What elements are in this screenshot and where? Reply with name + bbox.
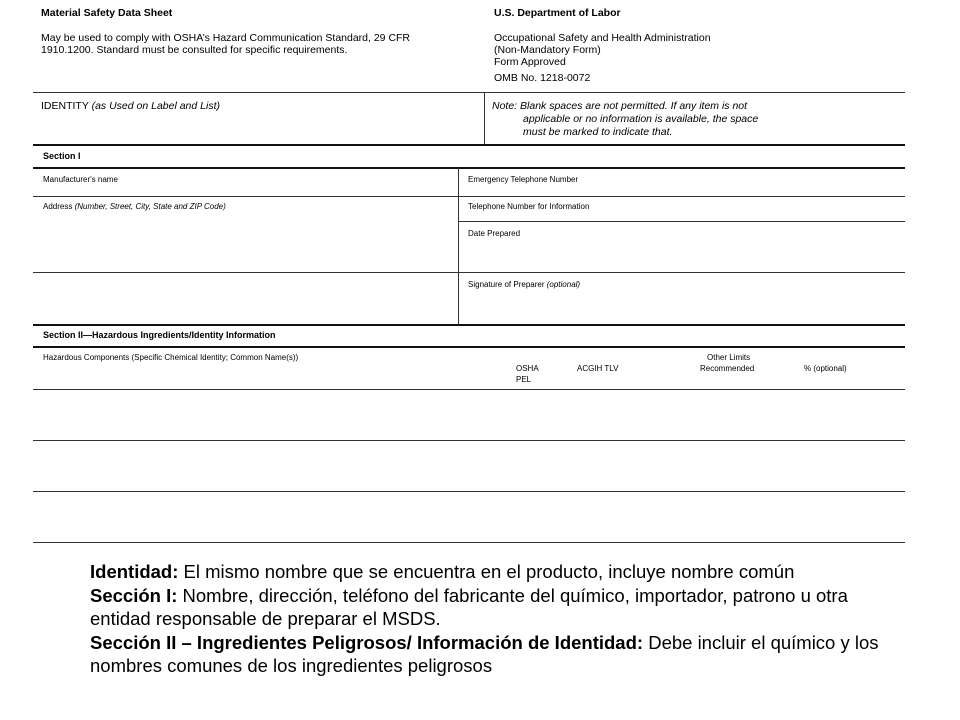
section1-title: Section I — [43, 151, 81, 161]
ingredient-row-divider-2 — [33, 440, 905, 441]
form-title: Material Safety Data Sheet — [41, 7, 173, 19]
date-prepared-field: Date Prepared — [468, 229, 521, 238]
hazardous-components-header: Hazardous Components (Specific Chemical Identity; Common Name(s)) — [43, 353, 299, 362]
divider-header — [33, 92, 905, 93]
manufacturer-name-field: Manufacturer's name — [43, 175, 118, 184]
section2-explanation — [90, 631, 910, 678]
explanation-text — [90, 560, 910, 678]
form-description-line1: May be used to comply with OSHA’s Hazard Communication Standard, 29 CFR — [41, 32, 411, 44]
divider-section1-top — [33, 144, 905, 146]
signature-note: (optional) — [546, 280, 581, 289]
divider-section2-header — [33, 346, 905, 348]
section1-explanation-text: Nombre, dirección, teléfono del fabricante del químico, importador, patrono u otra entidad responsable de preparar el MSDS. — [90, 584, 848, 629]
omb-number: OMB No. 1218-0072 — [494, 72, 591, 84]
other-limits-header-2: Recommended — [700, 364, 755, 373]
identity-label-note: (as Used on Label and List) — [91, 100, 220, 112]
acgih-tlv-header: ACGIH TLV — [577, 364, 619, 373]
signature-label: Signature of Preparer — [468, 280, 545, 289]
identity-explanation-label: Identidad: — [90, 561, 179, 582]
section2-title: Section II—Hazardous Ingredients/Identity Information — [43, 330, 276, 340]
divider-section1-header — [33, 167, 905, 169]
note-line3: must be marked to indicate that. — [523, 126, 673, 138]
identity-explanation-text: El mismo nombre que se encuentra en el producto, incluye nombre común — [178, 561, 795, 582]
note-line1: Note: Blank spaces are not permitted. If any item is not — [492, 100, 748, 112]
note-line2: applicable or no information is available, the space — [523, 113, 759, 125]
form-type: (Non-Mandatory Form) — [494, 44, 601, 56]
address-label: Address — [43, 202, 73, 211]
other-limits-header-1: Other Limits — [707, 353, 751, 362]
section1-column-divider — [458, 168, 459, 324]
osha-pel-header-1: OSHA — [516, 364, 539, 373]
divider-row2-right — [458, 221, 905, 222]
info-phone-field: Telephone Number for Information — [468, 202, 590, 211]
identity-label — [41, 100, 220, 112]
section1-explanation — [90, 584, 910, 631]
ingredient-row-divider-3 — [33, 491, 905, 492]
section1-explanation-label: Sección I: — [90, 584, 178, 606]
signature-field — [468, 280, 580, 290]
agency-name: Occupational Safety and Health Administration — [494, 32, 711, 44]
divider-row3 — [33, 272, 905, 273]
percent-header: % (optional) — [804, 364, 847, 373]
ingredient-row-divider-4 — [33, 542, 905, 543]
department-title: U.S. Department of Labor — [494, 7, 621, 19]
form-description-line2: 1910.1200. Standard must be consulted for specific requirements. — [41, 44, 348, 56]
ingredient-row-divider-1 — [33, 389, 905, 390]
divider-section2-top — [33, 324, 905, 326]
identity-label-text: IDENTITY — [41, 100, 89, 112]
section2-explanation-label: Sección II – Ingredientes Peligrosos/ Información de Identidad: — [90, 631, 644, 653]
identity-explanation — [90, 560, 910, 584]
emergency-phone-field: Emergency Telephone Number — [468, 175, 579, 184]
section2-explanation-text: Debe incluir el químico y los nombres comunes de los ingredientes peligrosos — [90, 631, 879, 676]
divider-row1 — [33, 196, 905, 197]
address-note: (Number, Street, City, State and ZIP Code) — [74, 202, 226, 211]
address-field — [43, 202, 226, 212]
form-approved: Form Approved — [494, 56, 566, 68]
identity-divider — [484, 92, 485, 144]
osha-pel-header-2: PEL — [516, 375, 532, 384]
